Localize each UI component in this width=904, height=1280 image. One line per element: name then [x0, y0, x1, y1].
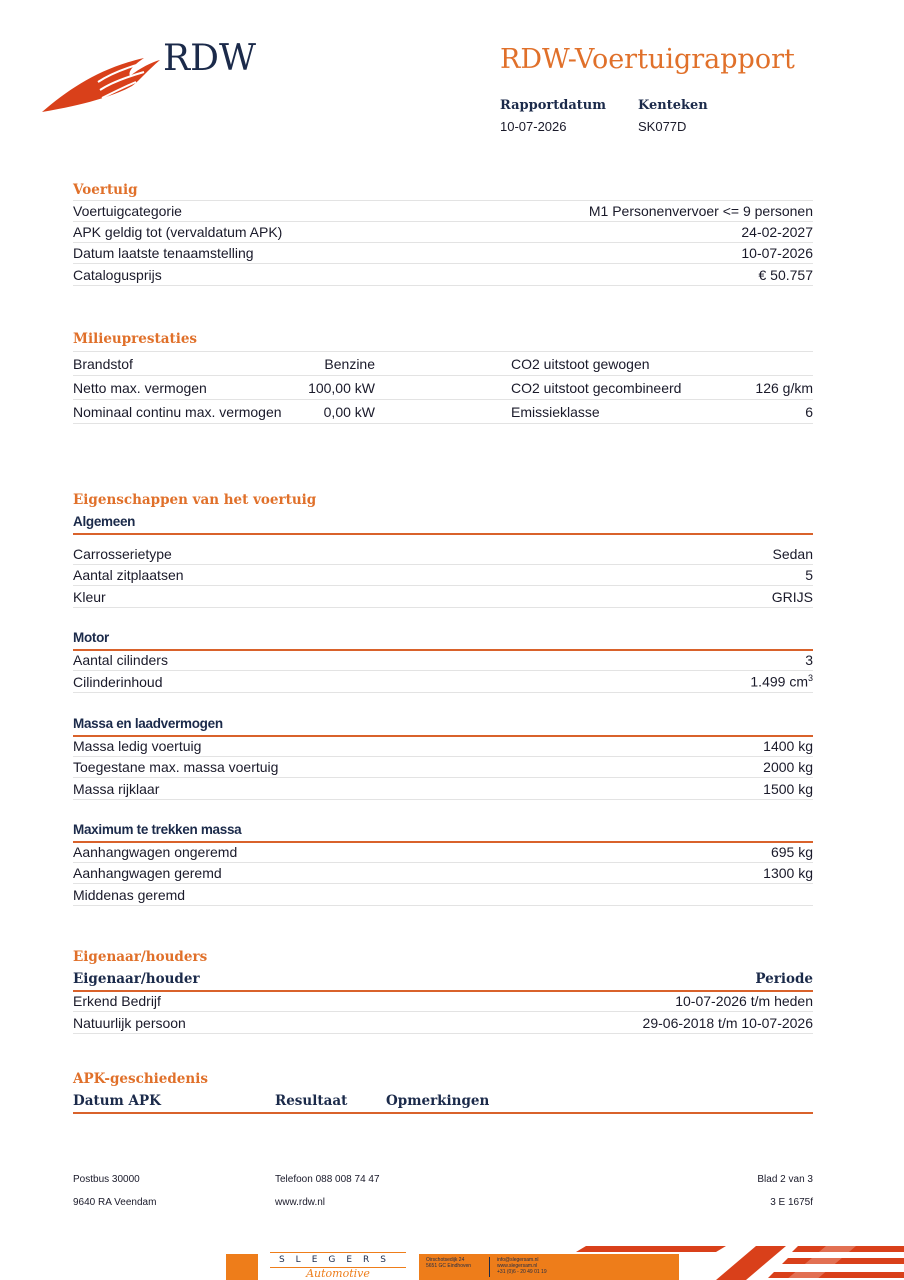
row-label: Voertuigcategorie — [73, 203, 182, 219]
column-header-period: Periode — [755, 971, 813, 987]
plate-label: Kenteken — [638, 98, 708, 113]
banner-address-line: Oirschotsedijk 24 — [426, 1257, 465, 1263]
row-value: 10-07-2026 t/m heden — [675, 993, 813, 1009]
row-value: 3 — [805, 652, 813, 668]
table-row — [73, 376, 813, 400]
row-value: Benzine — [324, 355, 375, 372]
row-label: Aanhangwagen ongeremd — [73, 844, 238, 860]
table-row — [73, 352, 813, 376]
apk-table-header — [73, 1093, 813, 1111]
footer-code: 3 E 1675f — [770, 1197, 813, 1208]
banner-tagline: Automotive — [306, 1267, 370, 1280]
row-label: Brandstof — [73, 355, 133, 372]
row-value: 2000 kg — [763, 759, 813, 775]
motor-table — [73, 650, 813, 693]
row-value: 5 — [805, 567, 813, 583]
table-row — [73, 650, 813, 671]
report-title: RDW-Voertuigrapport — [500, 44, 795, 75]
row-label: Netto max. vermogen — [73, 379, 207, 396]
table-row — [73, 565, 813, 586]
banner-brand — [270, 1252, 406, 1280]
table-row — [73, 757, 813, 778]
banner-stripes-icon — [526, 1246, 904, 1280]
row-value: 24-02-2027 — [741, 224, 813, 240]
subsection-algemeen-title: Algemeen — [73, 514, 136, 529]
row-value: M1 Personenvervoer <= 9 personen — [588, 203, 813, 219]
table-row — [73, 778, 813, 800]
divider — [489, 1257, 490, 1277]
row-value: 29-06-2018 t/m 10-07-2026 — [642, 1014, 813, 1031]
displacement-value: 1.499 cm — [750, 673, 808, 690]
row-label: Catalogusprijs — [73, 266, 162, 283]
section-eigenaar-title: Eigenaar/houders — [73, 949, 208, 965]
table-row — [73, 842, 813, 863]
row-label: Aantal zitplaatsen — [73, 567, 184, 583]
report-date-block — [500, 98, 606, 134]
row-label: Cilinderinhoud — [73, 673, 163, 690]
report-date-value: 10-07-2026 — [500, 119, 567, 134]
banner-address — [426, 1257, 471, 1269]
row-label: Aantal cilinders — [73, 652, 168, 668]
divider — [270, 1252, 406, 1253]
column-header-date: Datum APK — [73, 1093, 161, 1109]
report-date-label: Rapportdatum — [500, 98, 606, 113]
footer-page-number: Blad 2 van 3 — [757, 1174, 813, 1185]
row-label: CO2 uitstoot gecombineerd — [511, 379, 682, 396]
table-row — [73, 543, 813, 565]
row-label: Datum laatste tenaamstelling — [73, 245, 254, 261]
banner-site[interactable]: www.slegersam.nl — [497, 1263, 538, 1269]
footer-phone: Telefoon 088 008 74 47 — [275, 1174, 380, 1185]
subsection-motor-title: Motor — [73, 630, 109, 645]
row-value: € 50.757 — [758, 266, 813, 283]
row-label: Erkend Bedrijf — [73, 993, 161, 1009]
row-label: Massa rijklaar — [73, 780, 160, 797]
trekken-table — [73, 842, 813, 906]
row-value: 126 g/km — [755, 379, 813, 396]
table-row — [73, 671, 813, 693]
table-row — [73, 400, 813, 424]
table-row — [73, 991, 813, 1012]
row-label: CO2 uitstoot gewogen — [511, 355, 650, 372]
massa-table — [73, 735, 813, 800]
section-milieu-title: Milieuprestaties — [73, 331, 198, 347]
owner-table-header — [73, 971, 813, 987]
row-value — [750, 673, 813, 690]
table-row — [73, 200, 813, 222]
row-value: 10-07-2026 — [741, 245, 813, 261]
row-value: GRIJS — [771, 588, 813, 605]
table-row — [73, 243, 813, 264]
subsection-massa-title: Massa en laadvermogen — [73, 716, 223, 731]
plate-block — [638, 98, 708, 134]
algemeen-table — [73, 543, 813, 608]
banner-email[interactable]: info@slegersam.nl — [497, 1257, 539, 1263]
row-label: Middenas geremd — [73, 886, 186, 903]
banner-address-line: 5651 GC Eindhoven — [426, 1263, 472, 1269]
row-label: Emissieklasse — [511, 403, 600, 420]
row-value: 1400 kg — [763, 737, 813, 754]
logo-text: RDW — [163, 38, 256, 79]
milieu-table — [73, 351, 813, 424]
table-row — [73, 264, 813, 286]
owner-table — [73, 991, 813, 1034]
column-header-result: Resultaat — [275, 1093, 348, 1109]
row-label: Kleur — [73, 588, 106, 605]
dealer-banner — [226, 1246, 904, 1280]
row-value: 1500 kg — [763, 780, 813, 797]
row-label: Toegestane max. massa voertuig — [73, 759, 279, 775]
row-value: 0,00 kW — [323, 403, 375, 420]
plate-value: SK077D — [638, 119, 687, 134]
row-value: Sedan — [772, 545, 813, 562]
column-header-owner: Eigenaar/houder — [73, 971, 200, 987]
row-value: 695 kg — [770, 844, 813, 860]
footer-web-link[interactable]: www.rdw.nl — [275, 1197, 326, 1208]
subsection-trekken-title: Maximum te trekken massa — [73, 822, 242, 837]
row-value: 1300 kg — [763, 865, 813, 881]
divider — [73, 533, 813, 535]
voertuig-table — [73, 200, 813, 286]
section-voertuig-title: Voertuig — [73, 182, 138, 198]
footer-city: 9640 RA Veendam — [73, 1197, 157, 1208]
displacement-unit-exponent: 3 — [807, 673, 813, 684]
table-row — [73, 586, 813, 608]
table-row — [73, 735, 813, 757]
banner-orange-block — [226, 1254, 258, 1280]
row-label: Nominaal continu max. vermogen — [73, 403, 282, 420]
banner-brand-name: SLEGERS — [278, 1255, 398, 1265]
row-label: Massa ledig voertuig — [73, 737, 202, 754]
footer-postbus: Postbus 30000 — [73, 1174, 140, 1185]
row-label: Natuurlijk persoon — [73, 1014, 186, 1031]
table-row — [73, 1012, 813, 1034]
row-label: Aanhangwagen geremd — [73, 865, 222, 881]
section-apk-title: APK-geschiedenis — [73, 1071, 208, 1087]
row-value: 6 — [805, 403, 813, 420]
banner-phone: +31 (0)6 - 20 49 01 19 — [497, 1269, 547, 1275]
section-eigenschappen-title: Eigenschappen van het voertuig — [73, 492, 317, 508]
row-label: APK geldig tot (vervaldatum APK) — [73, 224, 283, 240]
row-label: Carrosserietype — [73, 545, 172, 562]
table-row — [73, 863, 813, 884]
row-value: 100,00 kW — [308, 379, 375, 396]
table-row — [73, 884, 813, 906]
divider — [73, 1112, 813, 1114]
column-header-remarks: Opmerkingen — [386, 1093, 490, 1109]
table-row — [73, 222, 813, 243]
